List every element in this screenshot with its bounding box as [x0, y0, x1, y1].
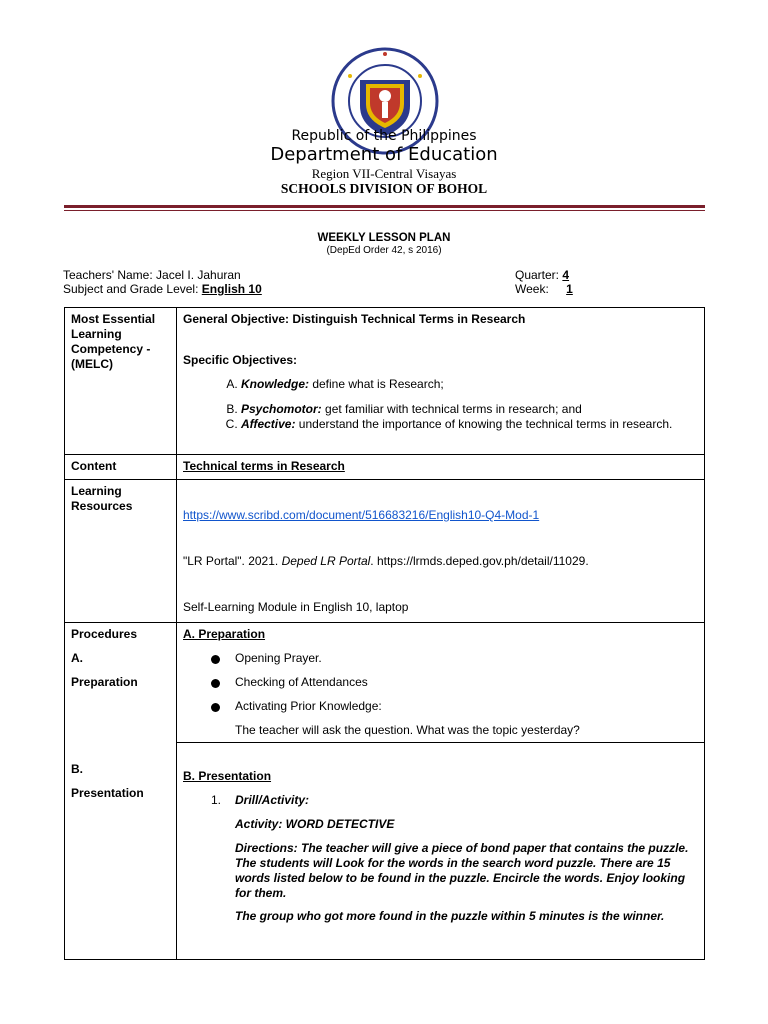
header-rule-thick	[64, 205, 705, 208]
subject-label: Subject and Grade Level:	[63, 282, 199, 296]
subject-value: English 10	[201, 282, 262, 296]
quarter-label: Quarter:	[515, 268, 560, 282]
prep-label: Preparation	[71, 675, 138, 689]
content-row	[65, 455, 705, 480]
teacher-label: Teachers' Name:	[63, 268, 153, 282]
activity-directions: Directions: The teacher will give a piece of bond paper that contains the puzzle. The students will Look for the words in the search word puzzle. There are 15 words listed below to be found in the puzzle. Encircle the words. Enjoy looking for them.	[235, 841, 689, 900]
content-value: Technical terms in Research	[183, 459, 345, 473]
department-title: Department of Education	[270, 144, 498, 165]
lr-portal-citation: "LR Portal". 2021. Deped LR Portal. https://lrmds.deped.gov.ph/detail/11029.	[183, 554, 589, 568]
teacher-name: Jacel I. Jahuran	[156, 268, 241, 282]
lesson-plan-table	[64, 307, 705, 960]
region-line: Region VII-Central Visayas	[311, 166, 457, 181]
prep-item: Checking of Attendances	[211, 675, 698, 699]
week-value: 1	[566, 282, 573, 296]
objectives-list	[183, 377, 698, 432]
subject-line	[63, 282, 262, 296]
division-line: SCHOOLS DIVISION OF BOHOL	[280, 181, 488, 196]
content-label: Content	[65, 455, 177, 480]
objective-item: B. Psychomotor: get familiar with technical terms in research; and	[241, 402, 698, 417]
objective-item: C. Affective: understand the importance of knowing the technical terms in research.	[241, 417, 698, 432]
quarter-value: 4	[562, 268, 570, 282]
plan-title: WEEKLY LESSON PLAN	[317, 232, 451, 244]
drill-item	[183, 793, 698, 808]
specific-objectives-label: Specific Objectives:	[183, 353, 298, 367]
week-label: Week:	[515, 282, 549, 296]
procedures-label: Procedures	[71, 627, 138, 641]
activity-winner: The group who got more found in the puzzle within 5 minutes is the winner.	[235, 909, 665, 923]
republic-line: Republic of the Philippines	[291, 128, 477, 144]
procedures-cell	[65, 623, 177, 960]
week-line	[515, 282, 573, 296]
prep-question: The teacher will ask the question. What was the topic yesterday?	[235, 723, 580, 737]
quarter-line	[515, 268, 569, 282]
pres-heading: B. Presentation	[183, 769, 272, 783]
prep-item: Activating Prior Knowledge:	[211, 699, 698, 723]
header-rule-thin	[64, 210, 705, 211]
teacher-line	[63, 268, 241, 282]
preparation-row	[65, 623, 705, 743]
preparation-cell	[177, 623, 705, 743]
melc-cell	[177, 308, 705, 455]
melc-row	[65, 308, 705, 455]
drill-label: Drill/Activity:	[235, 793, 310, 807]
melc-label: Most Essential Learning Competency - (MELC)	[65, 308, 177, 455]
prep-item: Opening Prayer.	[211, 651, 698, 675]
pres-letter: B.	[71, 762, 83, 776]
drill-number: 1.	[211, 793, 222, 807]
pres-label: Presentation	[71, 786, 144, 800]
plan-order: (DepEd Order 42, s 2016)	[326, 245, 442, 256]
presentation-cell	[177, 743, 705, 960]
general-objective: General Objective: Distinguish Technical Terms in Research	[183, 312, 526, 326]
objective-item: A. Knowledge: define what is Research;	[241, 377, 698, 392]
prep-list	[183, 651, 698, 723]
scribd-link[interactable]: https://www.scribd.com/document/516683216/English10-Q4-Mod-1	[183, 508, 540, 522]
content-cell	[177, 455, 705, 480]
activity-title: Activity: WORD DETECTIVE	[235, 817, 395, 831]
prep-letter: A.	[71, 651, 83, 665]
resources-label: Learning Resources	[65, 480, 177, 623]
module-resource: Self-Learning Module in English 10, laptop	[183, 600, 409, 614]
resources-cell	[177, 480, 705, 623]
prep-heading: A. Preparation	[183, 627, 266, 641]
resources-row	[65, 480, 705, 623]
